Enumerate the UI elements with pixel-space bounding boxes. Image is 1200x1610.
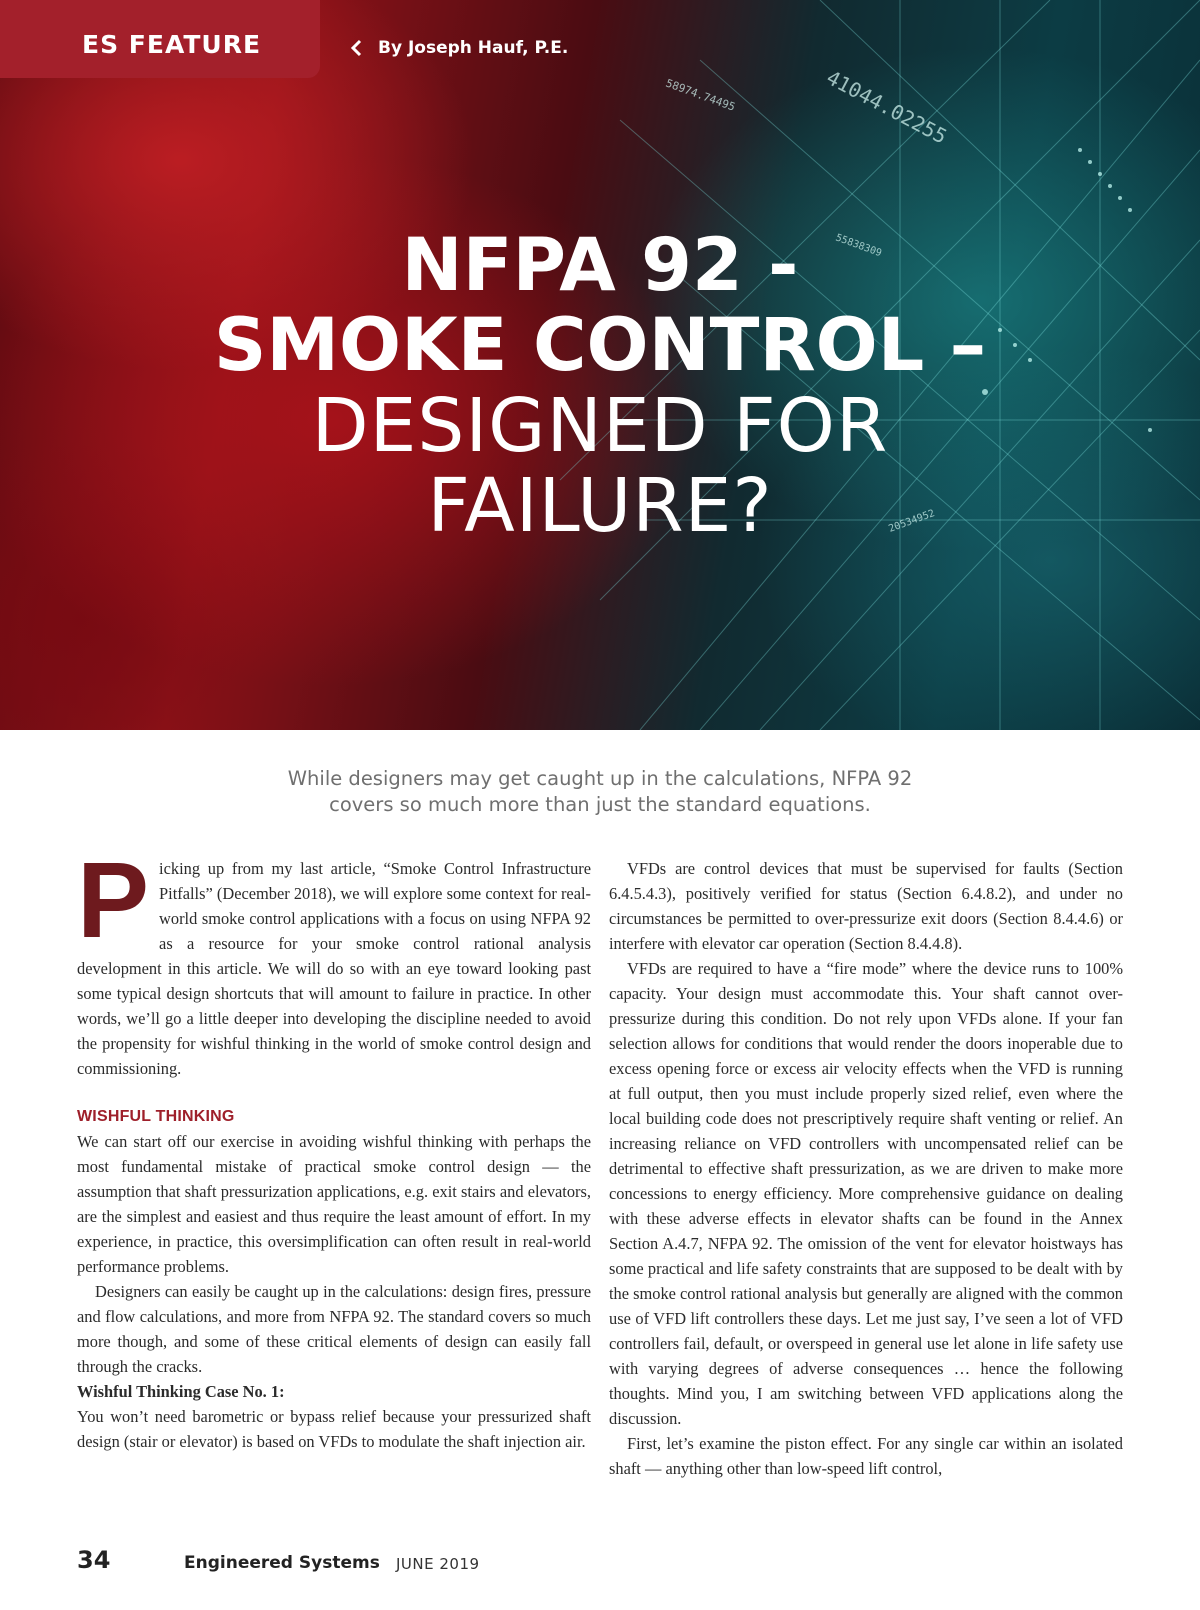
title-line: NFPA 92 - bbox=[401, 223, 799, 308]
right-column bbox=[609, 856, 1123, 1481]
intro-paragraph bbox=[77, 839, 591, 1081]
body-paragraph: Designers can easily be caught up in the calculations: design fires, pressure and flow calculations, and more from NFPA 92. The standard covers so much more though, and some of these critical elements of design can easily fall through the cracks. bbox=[77, 1282, 591, 1376]
section-tag bbox=[0, 0, 320, 78]
article-title bbox=[0, 223, 1200, 549]
byline-text: By Joseph Hauf, P.E. bbox=[378, 38, 569, 58]
issue-date: JUNE 2019 bbox=[396, 1555, 480, 1573]
hero-banner bbox=[0, 0, 1200, 730]
deck-line: covers so much more than just the standard equations. bbox=[329, 793, 871, 816]
article-deck bbox=[200, 766, 1000, 818]
left-column bbox=[77, 839, 591, 1454]
chevron-left-icon bbox=[348, 39, 366, 57]
title-line: SMOKE CONTROL – bbox=[213, 303, 987, 388]
overlay-number: 58974.74495 bbox=[663, 76, 737, 114]
title-line: DESIGNED FOR bbox=[311, 383, 889, 469]
section-tag-label: ES FEATURE bbox=[82, 30, 262, 59]
body-paragraph: VFDs are required to have a “fire mode” where the device runs to 100% capacity. Your design must accommodate this. Your shaft cannot over-pressurize during this condition. Do not rely upon VFDs alone. If your fan selection allows for conditions that would render the doors inoperable due to excess opening force or excess air velocity effects when the VFD is running at full output, then you must include properly sized relief, even where the local building code does not prescriptively require shaft venting or relief. An increasing reliance on VFD controllers with uncompensated relief can be detrimental to effective shaft pressurization, as we are driven to make more concessions to energy efficiency. More comprehensive guidance on dealing with these adverse effects in elevator shafts can be found in the Annex Section A.4.7, NFPA 92. The omission of the vent for elevator hoistways has some practical and life safety constraints that are supposed to be dealt with by the smoke control rational analysis but generally are aligned with the common use of VFD lift controllers these days. Let me just say, I’ve seen a lot of VFD controllers fail, default, or overspeed in general use let alone in life safety use with varying degrees of adverse consequences … hence the following thoughts. Mind you, I am switching between VFD applications along the discussion. bbox=[609, 959, 1123, 1428]
overlay-number: 55838309 bbox=[833, 232, 884, 260]
drop-cap: P bbox=[77, 839, 150, 960]
body-paragraph: First, let’s examine the piston effect. For any single car within an isolated shaft — anything other than low-speed lift control, bbox=[609, 1434, 1123, 1478]
page-number: 34 bbox=[77, 1546, 111, 1574]
byline bbox=[348, 38, 568, 58]
section-heading: WISHFUL THINKING bbox=[77, 1108, 235, 1125]
body-paragraph: VFDs are control devices that must be supervised for faults (Section 6.4.5.4.3), positively verified for status (Section 6.4.8.2), and under no circumstances be permitted to over-pressurize exit doors (Section 8.4.4.6) or interfere with elevator car operation (Section 8.4.4.8). bbox=[609, 859, 1123, 953]
title-line: FAILURE? bbox=[427, 463, 773, 549]
overlay-number: 20534952 bbox=[887, 508, 937, 535]
intro-text: icking up from my last article, “Smoke Control Infrastructure Pitfalls” (December 2018), we will explore some context for real-world smoke control applications with a focus on using NFPA 92 as a resource for your smoke control rational analysis development in this article. We will do so with an eye toward looking past some typical design shortcuts that will amount to failure in practice. In other words, we’ll go a little deeper into developing the discipline needed to avoid the propensity for wishful thinking in the world of smoke control design and commissioning. bbox=[77, 859, 591, 1078]
body-paragraph: You won’t need barometric or bypass relief because your pressurized shaft design (stair or elevator) is based on VFDs to modulate the shaft injection air. bbox=[77, 1407, 591, 1451]
case-heading: Wishful Thinking Case No. 1: bbox=[77, 1382, 285, 1401]
body-paragraph: We can start off our exercise in avoiding wishful thinking with perhaps the most fundamental mistake of practical smoke control design — the assumption that shaft pressurization applications, e.g. exit stairs and elevators, are the simplest and easiest and thus require the least amount of effort. In my experience, in practice, this oversimplification can often result in real-world performance problems. bbox=[77, 1132, 591, 1276]
publication-name: Engineered Systems bbox=[184, 1553, 380, 1573]
overlay-number: 41044.02255 bbox=[822, 65, 951, 149]
deck-line: While designers may get caught up in the calculations, NFPA 92 bbox=[287, 767, 913, 790]
